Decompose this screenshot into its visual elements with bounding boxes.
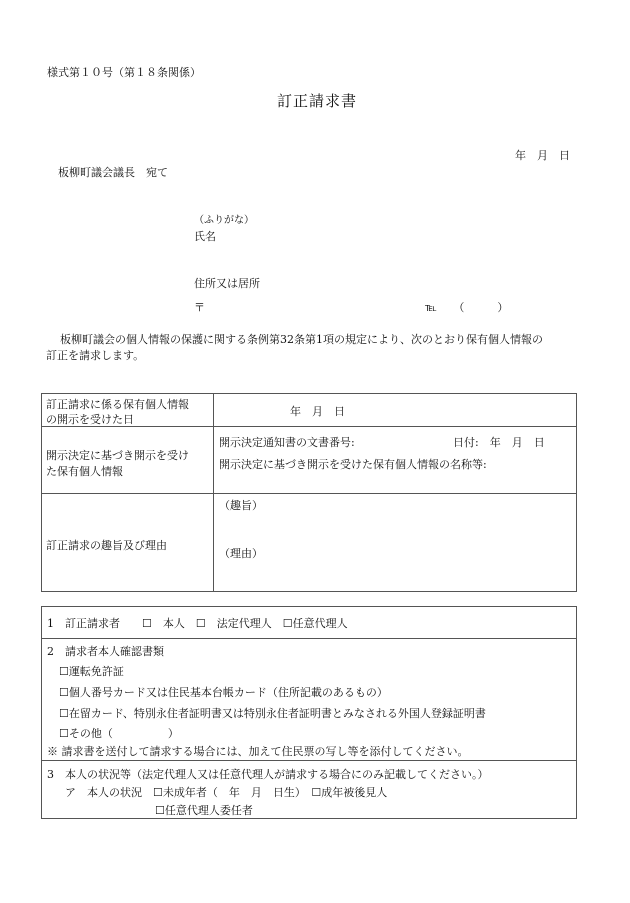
postal-mark: 〒 <box>194 301 205 314</box>
disclosed-info-label-1: 開示決定に基づき開示を受け <box>46 449 189 462</box>
id-doc-mynumber-card: ☐個人番号カード又は住民基本台帳カード（住所記載のあるもの） <box>59 686 388 699</box>
id-doc-other: ☐その他（ ） <box>59 727 179 740</box>
mail-note: ※ 請求書を送付して請求する場合には、加えて住民票の写し等を添付してください。 <box>47 745 469 758</box>
tel-label: ℡ （ ） <box>425 301 509 314</box>
table2-row-divider-1 <box>41 638 577 639</box>
furigana-label: （ふりがな） <box>194 215 254 226</box>
intro-line-1: 板柳町議会の個人情報の保護に関する条例第32条第1項の規定により、次のとおり保有個人情報の <box>60 333 543 346</box>
id-doc-drivers-license: ☐運転免許証 <box>59 665 124 678</box>
form-number: 様式第１０号（第１８条関係） <box>47 66 201 79</box>
table1-row-divider-2 <box>41 493 577 494</box>
purpose-reason-label: 訂正請求の趣旨及び理由 <box>46 539 167 552</box>
principal-status-title: 3 本人の状況等（法定代理人又は任意代理人が請求する場合にのみ記載してください。） <box>47 768 489 781</box>
reason-field: （理由） <box>219 547 263 560</box>
disclosed-info-name: 開示決定に基づき開示を受けた保有個人情報の名称等: <box>219 458 487 471</box>
purpose-field: （趣旨） <box>219 499 263 512</box>
notice-doc-number: 開示決定通知書の文書番号: <box>219 436 355 449</box>
disclosure-date-value: 年 月 日 <box>290 405 345 418</box>
addressee: 板柳町議会議長 宛て <box>58 166 168 179</box>
page-title: 訂正請求書 <box>277 92 358 110</box>
disclosure-date-label-2: の開示を受けた日 <box>46 413 134 426</box>
date-line: 年 月 日 <box>515 149 570 162</box>
principal-status-line-1: ア 本人の状況 ☐未成年者（ 年 月 日生） ☐成年被後見人 <box>65 786 388 799</box>
name-label: 氏名 <box>194 230 216 243</box>
intro-line-2: 訂正を請求します。 <box>46 349 145 362</box>
address-label: 住所又は居所 <box>194 277 260 290</box>
disclosure-date-label-1: 訂正請求に係る保有個人情報 <box>46 398 189 411</box>
principal-status-line-2: ☐任意代理人委任者 <box>155 804 253 817</box>
id-doc-residence-card: ☐在留カード、特別永住者証明書又は特別永住者証明書とみなされる外国人登録証明書 <box>59 707 486 720</box>
disclosed-info-label-2: た保有個人情報 <box>46 465 123 478</box>
id-documents-title: 2 請求者本人確認書類 <box>47 645 164 658</box>
table2-row-divider-2 <box>41 760 577 761</box>
requester-type-row: 1 訂正請求者 ☐ 本人 ☐ 法定代理人 ☐任意代理人 <box>47 617 348 630</box>
notice-date: 日付: 年 月 日 <box>453 436 545 449</box>
